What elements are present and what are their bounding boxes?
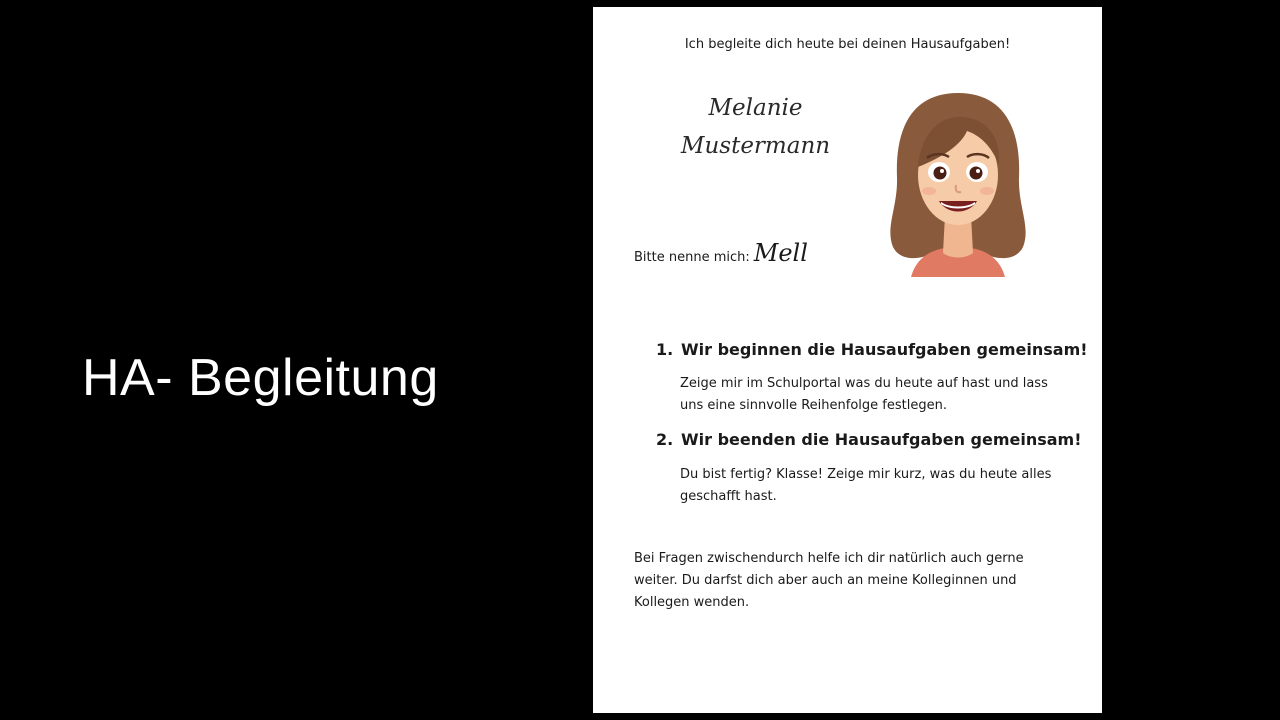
step-1-number: 1. (656, 340, 674, 359)
step-1-heading: Wir beginnen die Hausaufgaben gemeinsam! (681, 340, 1088, 359)
person-name (653, 89, 858, 165)
slide-title: HA- Begleitung (82, 349, 439, 407)
document-header: Ich begleite dich heute bei deinen Hausaufgaben! (684, 37, 1011, 52)
step-2-number: 2. (656, 430, 674, 449)
step-1-title (656, 340, 1088, 359)
person-first-name: Melanie (708, 95, 803, 121)
person-last-name: Mustermann (680, 133, 831, 159)
step-1-text: Zeige mir im Schulportal was du heute auf hast und lass uns eine sinnvolle Reihenfolge festlegen. (680, 376, 1048, 413)
step-2-heading: Wir beenden die Hausaufgaben gemeinsam! (681, 430, 1082, 449)
step-2-title (656, 430, 1082, 449)
nickname-line (634, 239, 808, 267)
nickname-value: Mell (753, 239, 808, 267)
step-2-text: Du bist fertig? Klasse! Zeige mir kurz, was du heute alles geschafft hast. (680, 467, 1052, 504)
footer-text: Bei Fragen zwischendurch helfe ich dir natürlich auch gerne weiter. Du darfst dich aber auch an meine Kolleginnen und Kollegen wenden. (634, 551, 1024, 610)
document-page (593, 7, 1102, 713)
woman-avatar-icon (883, 87, 1033, 277)
nickname-label: Bitte nenne mich: (634, 250, 750, 265)
